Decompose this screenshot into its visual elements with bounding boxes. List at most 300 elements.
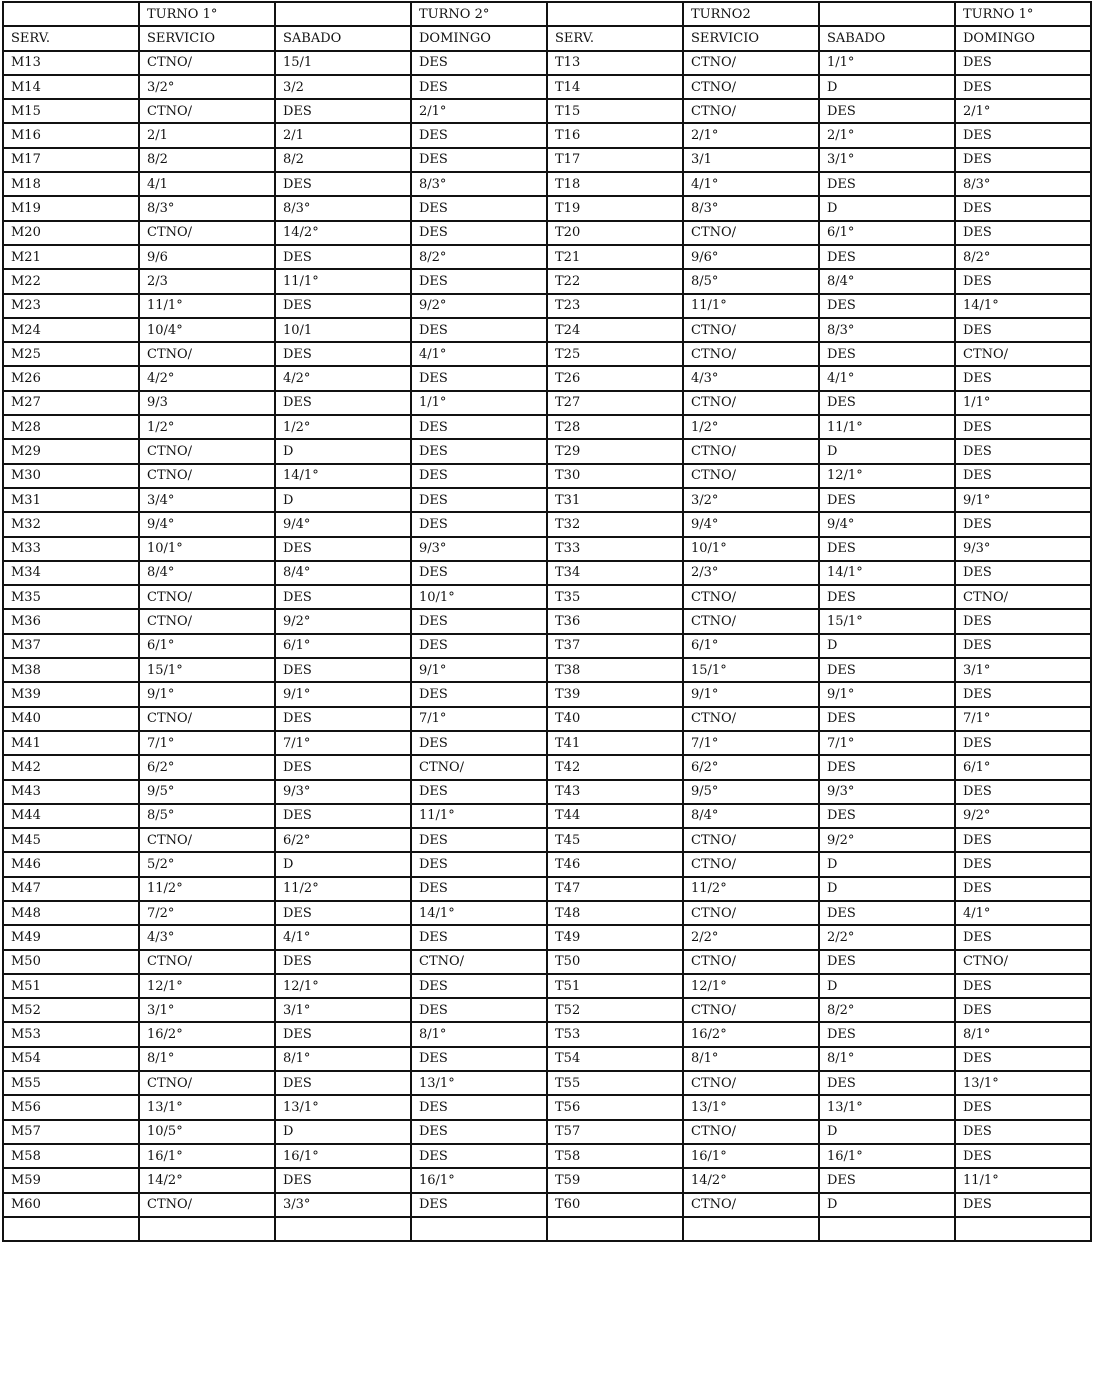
domingo-m-cell: DES [411, 464, 547, 488]
turno-header-cell [547, 2, 683, 26]
column-header-cell: SABADO [275, 26, 411, 50]
servicio-t-cell: 2/2° [683, 925, 819, 949]
servicio-m-cell: 15/1° [139, 658, 275, 682]
domingo-t-cell: DES [955, 1047, 1091, 1071]
domingo-m-cell: DES [411, 609, 547, 633]
domingo-t-cell: DES [955, 1193, 1091, 1217]
sabado-m-cell: 14/2° [275, 221, 411, 245]
domingo-m-cell: DES [411, 1120, 547, 1144]
serv-code-t-cell: T44 [547, 804, 683, 828]
table-row [3, 877, 1091, 901]
table-row [3, 561, 1091, 585]
serv-code-t-cell: T17 [547, 148, 683, 172]
domingo-m-cell: DES [411, 51, 547, 75]
domingo-m-cell: 8/2° [411, 245, 547, 269]
sabado-t-cell: DES [819, 755, 955, 779]
column-header-cell: SERVICIO [683, 26, 819, 50]
serv-code-m-cell: M22 [3, 269, 139, 293]
sabado-m-cell: DES [275, 245, 411, 269]
servicio-t-cell: 15/1° [683, 658, 819, 682]
domingo-m-cell: DES [411, 269, 547, 293]
serv-code-m-cell: M39 [3, 682, 139, 706]
table-row [3, 269, 1091, 293]
serv-code-t-cell: T38 [547, 658, 683, 682]
servicio-t-cell: CTNO/ [683, 998, 819, 1022]
domingo-m-cell: 11/1° [411, 804, 547, 828]
serv-code-m-cell: M28 [3, 415, 139, 439]
domingo-m-cell: DES [411, 196, 547, 220]
servicio-m-cell: 10/4° [139, 318, 275, 342]
sabado-m-cell: DES [275, 950, 411, 974]
serv-code-m-cell: M50 [3, 950, 139, 974]
servicio-t-cell: CTNO/ [683, 901, 819, 925]
domingo-m-cell: DES [411, 634, 547, 658]
domingo-m-cell: DES [411, 998, 547, 1022]
servicio-m-cell: CTNO/ [139, 1071, 275, 1095]
sabado-m-cell: 14/1° [275, 464, 411, 488]
sabado-t-cell: DES [819, 707, 955, 731]
sabado-t-cell: 13/1° [819, 1095, 955, 1119]
serv-code-m-cell: M57 [3, 1120, 139, 1144]
domingo-t-cell [955, 1217, 1091, 1241]
sabado-m-cell: DES [275, 342, 411, 366]
table-row [3, 415, 1091, 439]
serv-code-t-cell: T24 [547, 318, 683, 342]
domingo-m-cell: 7/1° [411, 707, 547, 731]
domingo-m-cell: 9/2° [411, 294, 547, 318]
sabado-m-cell: 8/2 [275, 148, 411, 172]
serv-code-m-cell: M19 [3, 196, 139, 220]
servicio-m-cell: CTNO/ [139, 439, 275, 463]
turno-header-cell: TURNO 1° [955, 2, 1091, 26]
domingo-t-cell: 9/2° [955, 804, 1091, 828]
table-row [3, 221, 1091, 245]
sabado-m-cell: DES [275, 1168, 411, 1192]
serv-code-t-cell [547, 1217, 683, 1241]
servicio-m-cell: 3/1° [139, 998, 275, 1022]
serv-code-t-cell: T48 [547, 901, 683, 925]
domingo-t-cell: DES [955, 828, 1091, 852]
domingo-m-cell: 14/1° [411, 901, 547, 925]
domingo-m-cell: DES [411, 877, 547, 901]
servicio-m-cell: 13/1° [139, 1095, 275, 1119]
sabado-t-cell: DES [819, 901, 955, 925]
serv-code-m-cell: M38 [3, 658, 139, 682]
table-row [3, 707, 1091, 731]
serv-code-t-cell: T49 [547, 925, 683, 949]
turno-header-row [3, 2, 1091, 26]
servicio-t-cell: CTNO/ [683, 609, 819, 633]
sabado-m-cell: DES [275, 707, 411, 731]
sabado-m-cell: 9/4° [275, 512, 411, 536]
serv-code-t-cell: T25 [547, 342, 683, 366]
table-row [3, 1217, 1091, 1241]
servicio-m-cell: CTNO/ [139, 585, 275, 609]
column-header-row [3, 26, 1091, 50]
serv-code-m-cell: M27 [3, 391, 139, 415]
sabado-t-cell: 7/1° [819, 731, 955, 755]
servicio-t-cell: 9/4° [683, 512, 819, 536]
servicio-m-cell: 7/1° [139, 731, 275, 755]
servicio-t-cell: 16/2° [683, 1022, 819, 1046]
serv-code-t-cell: T27 [547, 391, 683, 415]
serv-code-m-cell: M55 [3, 1071, 139, 1095]
sabado-m-cell [275, 1217, 411, 1241]
sabado-t-cell: 9/4° [819, 512, 955, 536]
sabado-t-cell: D [819, 196, 955, 220]
serv-code-m-cell: M40 [3, 707, 139, 731]
column-header-cell: SERV. [547, 26, 683, 50]
servicio-m-cell: 9/6 [139, 245, 275, 269]
sabado-m-cell: DES [275, 755, 411, 779]
servicio-m-cell: CTNO/ [139, 464, 275, 488]
sabado-m-cell: 3/1° [275, 998, 411, 1022]
domingo-m-cell: 13/1° [411, 1071, 547, 1095]
domingo-t-cell: DES [955, 1144, 1091, 1168]
domingo-t-cell: DES [955, 464, 1091, 488]
servicio-m-cell: 8/2 [139, 148, 275, 172]
sabado-m-cell: DES [275, 172, 411, 196]
servicio-m-cell: CTNO/ [139, 828, 275, 852]
serv-code-m-cell: M25 [3, 342, 139, 366]
serv-code-m-cell: M52 [3, 998, 139, 1022]
servicio-m-cell: 12/1° [139, 974, 275, 998]
domingo-m-cell: 4/1° [411, 342, 547, 366]
servicio-t-cell: 6/1° [683, 634, 819, 658]
sabado-t-cell [819, 1217, 955, 1241]
servicio-t-cell: CTNO/ [683, 585, 819, 609]
servicio-t-cell: CTNO/ [683, 51, 819, 75]
domingo-m-cell: 8/1° [411, 1022, 547, 1046]
servicio-t-cell: 2/1° [683, 123, 819, 147]
sabado-t-cell: DES [819, 804, 955, 828]
servicio-t-cell: 4/1° [683, 172, 819, 196]
serv-code-m-cell: M36 [3, 609, 139, 633]
servicio-m-cell: CTNO/ [139, 221, 275, 245]
serv-code-m-cell: M31 [3, 488, 139, 512]
sabado-t-cell: D [819, 75, 955, 99]
servicio-t-cell [683, 1217, 819, 1241]
servicio-m-cell: 8/4° [139, 561, 275, 585]
domingo-t-cell: 7/1° [955, 707, 1091, 731]
domingo-m-cell: DES [411, 366, 547, 390]
servicio-t-cell: 4/3° [683, 366, 819, 390]
servicio-t-cell: CTNO/ [683, 391, 819, 415]
serv-code-t-cell: T42 [547, 755, 683, 779]
sabado-t-cell: 8/3° [819, 318, 955, 342]
domingo-t-cell: 9/3° [955, 537, 1091, 561]
column-header-cell: DOMINGO [955, 26, 1091, 50]
servicio-m-cell: 4/2° [139, 366, 275, 390]
servicio-m-cell: CTNO/ [139, 1193, 275, 1217]
servicio-t-cell: 3/2° [683, 488, 819, 512]
serv-code-m-cell: M18 [3, 172, 139, 196]
sabado-t-cell: D [819, 1120, 955, 1144]
serv-code-t-cell: T36 [547, 609, 683, 633]
domingo-m-cell: 8/3° [411, 172, 547, 196]
table-row [3, 1047, 1091, 1071]
serv-code-t-cell: T43 [547, 780, 683, 804]
table-row [3, 439, 1091, 463]
sabado-t-cell: DES [819, 537, 955, 561]
sabado-m-cell: 16/1° [275, 1144, 411, 1168]
serv-code-t-cell: T14 [547, 75, 683, 99]
serv-code-t-cell: T26 [547, 366, 683, 390]
servicio-t-cell: CTNO/ [683, 1120, 819, 1144]
servicio-t-cell: CTNO/ [683, 707, 819, 731]
sabado-m-cell: 6/1° [275, 634, 411, 658]
domingo-m-cell: DES [411, 974, 547, 998]
sabado-m-cell: 8/4° [275, 561, 411, 585]
table-row [3, 245, 1091, 269]
domingo-m-cell: 2/1° [411, 99, 547, 123]
servicio-t-cell: 8/5° [683, 269, 819, 293]
serv-code-t-cell: T20 [547, 221, 683, 245]
table-row [3, 658, 1091, 682]
serv-code-m-cell: M33 [3, 537, 139, 561]
servicio-m-cell: 4/1 [139, 172, 275, 196]
serv-code-t-cell: T59 [547, 1168, 683, 1192]
domingo-m-cell: 9/3° [411, 537, 547, 561]
serv-code-m-cell: M45 [3, 828, 139, 852]
domingo-t-cell: 8/2° [955, 245, 1091, 269]
servicio-m-cell [139, 1217, 275, 1241]
sabado-t-cell: D [819, 852, 955, 876]
domingo-m-cell: 1/1° [411, 391, 547, 415]
domingo-m-cell: DES [411, 512, 547, 536]
serv-code-t-cell: T21 [547, 245, 683, 269]
domingo-t-cell: DES [955, 196, 1091, 220]
servicio-m-cell: 8/1° [139, 1047, 275, 1071]
domingo-m-cell: DES [411, 415, 547, 439]
domingo-m-cell: 10/1° [411, 585, 547, 609]
turno-header-cell [819, 2, 955, 26]
servicio-t-cell: CTNO/ [683, 439, 819, 463]
servicio-t-cell: 12/1° [683, 974, 819, 998]
serv-code-t-cell: T32 [547, 512, 683, 536]
table-row [3, 755, 1091, 779]
serv-code-m-cell: M49 [3, 925, 139, 949]
serv-code-t-cell: T37 [547, 634, 683, 658]
servicio-m-cell: 16/2° [139, 1022, 275, 1046]
sabado-t-cell: 6/1° [819, 221, 955, 245]
domingo-t-cell: DES [955, 852, 1091, 876]
table-row [3, 1193, 1091, 1217]
domingo-t-cell: DES [955, 561, 1091, 585]
serv-code-t-cell: T46 [547, 852, 683, 876]
sabado-m-cell: 2/1 [275, 123, 411, 147]
servicio-m-cell: CTNO/ [139, 51, 275, 75]
sabado-t-cell: 16/1° [819, 1144, 955, 1168]
serv-code-t-cell: T41 [547, 731, 683, 755]
sabado-t-cell: DES [819, 658, 955, 682]
servicio-m-cell: 3/4° [139, 488, 275, 512]
schedule-table-body [3, 2, 1091, 1241]
sabado-m-cell: 9/2° [275, 609, 411, 633]
sabado-m-cell: DES [275, 658, 411, 682]
sabado-m-cell: 1/2° [275, 415, 411, 439]
servicio-m-cell: 9/1° [139, 682, 275, 706]
serv-code-t-cell: T58 [547, 1144, 683, 1168]
domingo-m-cell: DES [411, 1095, 547, 1119]
sabado-t-cell: 14/1° [819, 561, 955, 585]
servicio-t-cell: 1/2° [683, 415, 819, 439]
serv-code-m-cell: M15 [3, 99, 139, 123]
sabado-t-cell: 11/1° [819, 415, 955, 439]
sabado-t-cell: 9/1° [819, 682, 955, 706]
serv-code-t-cell: T31 [547, 488, 683, 512]
servicio-m-cell: 9/4° [139, 512, 275, 536]
domingo-t-cell: DES [955, 512, 1091, 536]
table-row [3, 925, 1091, 949]
servicio-m-cell: 9/3 [139, 391, 275, 415]
domingo-t-cell: CTNO/ [955, 950, 1091, 974]
servicio-t-cell: 10/1° [683, 537, 819, 561]
domingo-t-cell: DES [955, 148, 1091, 172]
sabado-t-cell: DES [819, 488, 955, 512]
servicio-m-cell: CTNO/ [139, 707, 275, 731]
domingo-m-cell: DES [411, 148, 547, 172]
sabado-m-cell: 12/1° [275, 974, 411, 998]
serv-code-m-cell: M30 [3, 464, 139, 488]
domingo-t-cell: CTNO/ [955, 585, 1091, 609]
sabado-t-cell: 9/2° [819, 828, 955, 852]
domingo-t-cell: CTNO/ [955, 342, 1091, 366]
serv-code-t-cell: T13 [547, 51, 683, 75]
servicio-t-cell: CTNO/ [683, 75, 819, 99]
serv-code-m-cell: M34 [3, 561, 139, 585]
servicio-m-cell: 10/1° [139, 537, 275, 561]
domingo-t-cell: DES [955, 439, 1091, 463]
servicio-t-cell: 11/1° [683, 294, 819, 318]
sabado-m-cell: 15/1 [275, 51, 411, 75]
sabado-t-cell: DES [819, 172, 955, 196]
table-row [3, 950, 1091, 974]
serv-code-m-cell: M60 [3, 1193, 139, 1217]
domingo-m-cell: 9/1° [411, 658, 547, 682]
servicio-m-cell: CTNO/ [139, 342, 275, 366]
domingo-m-cell: DES [411, 852, 547, 876]
serv-code-t-cell: T54 [547, 1047, 683, 1071]
serv-code-m-cell: M59 [3, 1168, 139, 1192]
servicio-m-cell: 6/2° [139, 755, 275, 779]
servicio-t-cell: 8/3° [683, 196, 819, 220]
sabado-m-cell: 11/1° [275, 269, 411, 293]
serv-code-t-cell: T18 [547, 172, 683, 196]
table-row [3, 1095, 1091, 1119]
servicio-m-cell: CTNO/ [139, 950, 275, 974]
serv-code-m-cell: M23 [3, 294, 139, 318]
domingo-t-cell: 9/1° [955, 488, 1091, 512]
domingo-t-cell: 8/1° [955, 1022, 1091, 1046]
domingo-t-cell: DES [955, 75, 1091, 99]
sabado-t-cell: DES [819, 342, 955, 366]
serv-code-m-cell: M42 [3, 755, 139, 779]
table-row [3, 974, 1091, 998]
serv-code-m-cell: M17 [3, 148, 139, 172]
servicio-t-cell: CTNO/ [683, 318, 819, 342]
servicio-m-cell: 11/2° [139, 877, 275, 901]
domingo-m-cell: DES [411, 561, 547, 585]
serv-code-t-cell: T45 [547, 828, 683, 852]
column-header-cell: SERV. [3, 26, 139, 50]
table-row [3, 123, 1091, 147]
domingo-t-cell: 13/1° [955, 1071, 1091, 1095]
domingo-t-cell: DES [955, 609, 1091, 633]
serv-code-m-cell: M44 [3, 804, 139, 828]
domingo-t-cell: DES [955, 731, 1091, 755]
servicio-t-cell: 9/5° [683, 780, 819, 804]
serv-code-t-cell: T56 [547, 1095, 683, 1119]
sabado-t-cell: D [819, 1193, 955, 1217]
serv-code-m-cell: M26 [3, 366, 139, 390]
sabado-t-cell: D [819, 634, 955, 658]
domingo-t-cell: DES [955, 415, 1091, 439]
servicio-t-cell: 8/4° [683, 804, 819, 828]
sabado-m-cell: DES [275, 99, 411, 123]
servicio-t-cell: 2/3° [683, 561, 819, 585]
sabado-t-cell: 8/4° [819, 269, 955, 293]
sabado-t-cell: 2/1° [819, 123, 955, 147]
servicio-t-cell: CTNO/ [683, 221, 819, 245]
sabado-t-cell: 9/3° [819, 780, 955, 804]
sabado-t-cell: DES [819, 1071, 955, 1095]
table-row [3, 51, 1091, 75]
sabado-t-cell: 8/2° [819, 998, 955, 1022]
serv-code-m-cell: M37 [3, 634, 139, 658]
table-row [3, 852, 1091, 876]
domingo-m-cell: DES [411, 75, 547, 99]
serv-code-t-cell: T23 [547, 294, 683, 318]
sabado-m-cell: D [275, 1120, 411, 1144]
sabado-m-cell: DES [275, 391, 411, 415]
servicio-t-cell: 9/1° [683, 682, 819, 706]
domingo-t-cell: 3/1° [955, 658, 1091, 682]
table-row [3, 804, 1091, 828]
servicio-t-cell: CTNO/ [683, 852, 819, 876]
domingo-t-cell: 8/3° [955, 172, 1091, 196]
sabado-m-cell: DES [275, 585, 411, 609]
serv-code-m-cell: M35 [3, 585, 139, 609]
domingo-m-cell: DES [411, 682, 547, 706]
serv-code-m-cell: M51 [3, 974, 139, 998]
serv-code-m-cell: M29 [3, 439, 139, 463]
sabado-t-cell: D [819, 877, 955, 901]
servicio-t-cell: 8/1° [683, 1047, 819, 1071]
domingo-m-cell: DES [411, 221, 547, 245]
table-row [3, 1168, 1091, 1192]
servicio-t-cell: CTNO/ [683, 1071, 819, 1095]
table-row [3, 828, 1091, 852]
table-row [3, 148, 1091, 172]
serv-code-t-cell: T51 [547, 974, 683, 998]
servicio-t-cell: 6/2° [683, 755, 819, 779]
serv-code-m-cell: M24 [3, 318, 139, 342]
sabado-t-cell: D [819, 974, 955, 998]
sabado-t-cell: 12/1° [819, 464, 955, 488]
domingo-t-cell: 11/1° [955, 1168, 1091, 1192]
table-row [3, 172, 1091, 196]
domingo-t-cell: 6/1° [955, 755, 1091, 779]
table-row [3, 731, 1091, 755]
serv-code-t-cell: T19 [547, 196, 683, 220]
servicio-t-cell: CTNO/ [683, 1193, 819, 1217]
serv-code-t-cell: T47 [547, 877, 683, 901]
serv-code-m-cell: M21 [3, 245, 139, 269]
table-row [3, 634, 1091, 658]
table-row [3, 1022, 1091, 1046]
domingo-t-cell: DES [955, 269, 1091, 293]
